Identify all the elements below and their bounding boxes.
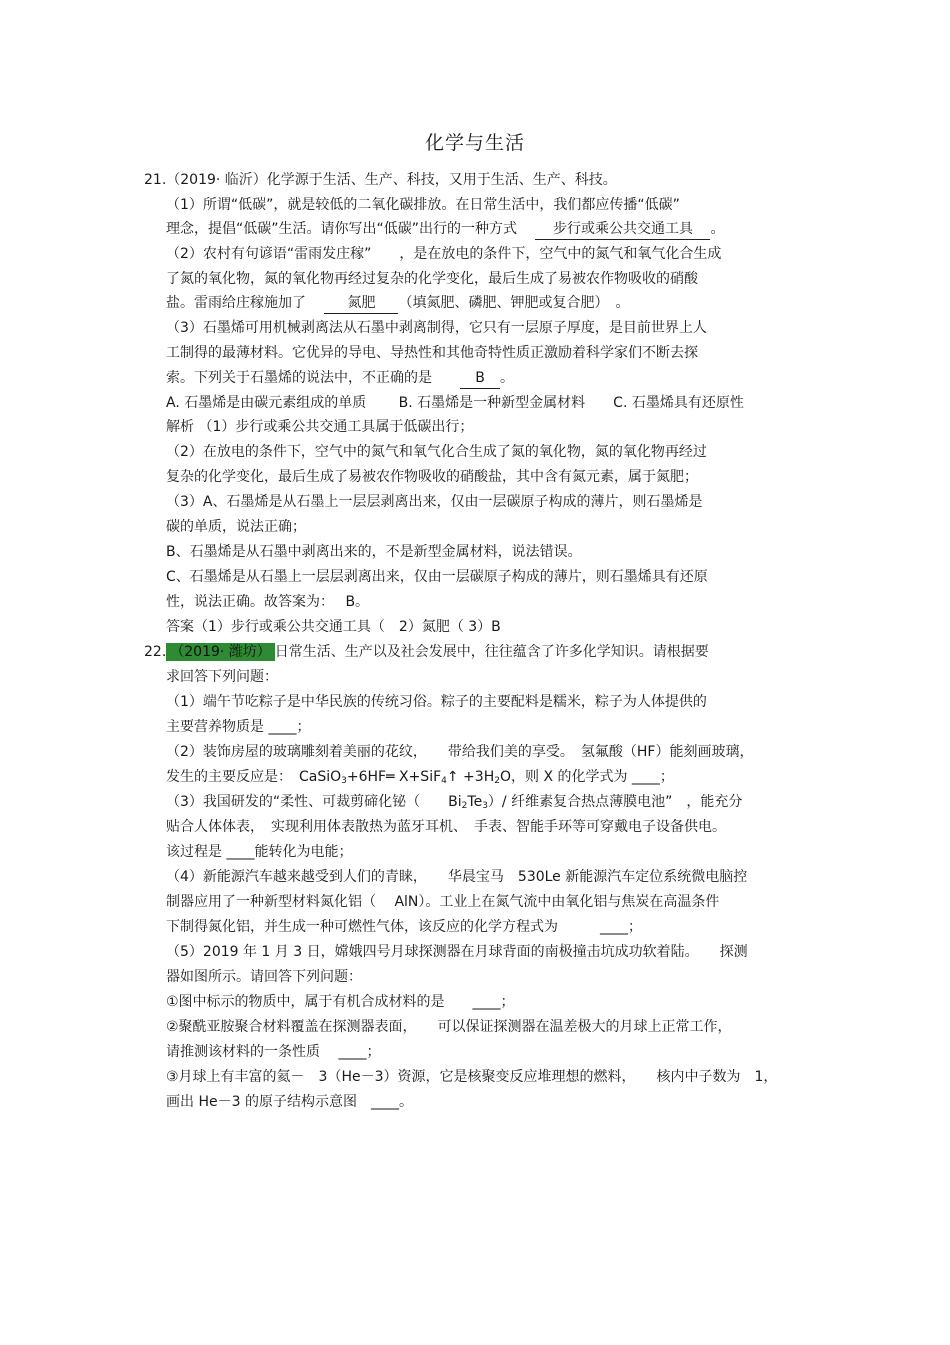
q21-analysis-4: （3）A、石墨烯是从石墨上一层层剥离出来，仅由一层碳原子构成的薄片，则石墨烯是 xyxy=(166,494,703,510)
q21-p2-answer: 氮肥 xyxy=(324,293,398,314)
q22-s5-line4: ②聚酰亚胺聚合材料覆盖在探测器表面， 可以保证探测器在温差极大的月球上正常工作， xyxy=(166,1019,732,1035)
q22-eq-part2: +6HF═ X+SiF xyxy=(346,769,442,785)
q22-s5-line5: 请推测该材料的一条性质 ____； xyxy=(166,1044,381,1060)
q22-s2-line1: （2）装饰房屋的玻璃雕刻着美丽的花纹， 带给我们美的享受。 氢氟酸（HF）能刻画玻璃， xyxy=(166,744,754,760)
q22-s3-line2: 贴合人体体表， 实现利用体表散热为蓝牙耳机、 手表、智能手环等可穿戴电子设备供电。 xyxy=(166,819,726,835)
q21-answer: 答案（1）步行或乘公共交通工具（ 2）氮肥（ 3）B xyxy=(166,619,501,635)
q21-analysis-6: B、石墨烯是从石墨中剥离出来的，不是新型金属材料，说法错误。 xyxy=(166,544,582,560)
q22-s5-line3: ①图中标示的物质中，属于有机合成材料的是 ____； xyxy=(166,994,515,1010)
q22-s5-line7: 画出 He－3 的原子结构示意图 ____。 xyxy=(166,1094,413,1110)
q22-s1-line1: （1）端午节吃粽子是中华民族的传统习俗。粽子的主要配料是糯米，粽子为人体提供的 xyxy=(166,694,707,710)
q21-p3-line1: （3）石墨烯可用机械剥离法从石墨中剥离制得，它只有一层原子厚度，是目前世界上人 xyxy=(166,320,707,336)
q21-p3-line3 xyxy=(166,368,514,389)
q21-analysis-8: 性，说法正确。故答案为： B。 xyxy=(166,594,370,610)
q21-analysis-1: 解析 （1）步行或乘公共交通工具属于低碳出行； xyxy=(166,419,474,435)
q22-s3-line1 xyxy=(166,792,742,816)
q21-p1-text: 理念，提倡“低碳”生活。请你写出“低碳”出行的一种方式 xyxy=(166,221,518,237)
q21-p1-line1: （1）所谓“低碳”，就是较低的二氧化碳排放。在日常生活中，我们都应传播“低碳” xyxy=(166,197,680,213)
q21-p2-line2: 了氮的氧化物，氮的氧化物再经过复杂的化学变化，最后生成了易被农作物吸收的硝酸 xyxy=(166,271,698,287)
q22-s5-line2: 器如图所示。请回答下列问题： xyxy=(166,969,362,985)
q21-p2-text: 盐。雷雨给庄稼施加了 xyxy=(166,295,306,311)
q22-s5-line1: （5）2019 年 1 月 3 日，嫦娥四号月球探测器在月球背面的南极撞击坑成功软着陆。 探测 xyxy=(166,944,748,960)
q22-eq-part4: O，则 X 的化学式为 ____； xyxy=(499,769,674,785)
q22-s4-line3: 下制得氮化铝，并生成一种可燃性气体，该反应的化学方程式为 ____； xyxy=(166,919,642,935)
q22-s3-part1: （3）我国研发的“柔性、可裁剪碲化铋（ Bi xyxy=(166,794,462,810)
q21-p3-end: 。 xyxy=(500,370,514,386)
q22-header xyxy=(144,642,709,662)
q21-p3-answer: B xyxy=(460,368,500,389)
q21-p1-line2 xyxy=(166,219,724,240)
q22-s3-part3: ）/ 纤维素复合热点薄膜电池” ，能充分 xyxy=(487,794,743,810)
q22-header-text: 日常生活、生产以及社会发展中，往往蕴含了许多化学知识。请根据要 xyxy=(274,644,709,660)
q22-line2: 求回答下列问题： xyxy=(166,669,278,685)
q21-analysis-5: 碳的单质，说法正确； xyxy=(166,519,306,535)
q22-number: 22. xyxy=(144,644,167,660)
q22-s5-line6: ③月球上有丰富的氦－ 3（He－3）资源，它是核聚变反应堆理想的燃料， 核内中子数为 1， xyxy=(166,1069,778,1085)
q21-p3-line2: 工制得的最薄材料。它优异的导电、导热性和其他奇特性质正激励着科学家们不断去探 xyxy=(166,345,698,361)
q22-s1-line2: 主要营养物质是 ____； xyxy=(166,719,311,735)
page-title: 化学与生活 xyxy=(424,132,525,154)
q21-analysis-3: 复杂的化学变化，最后生成了易被农作物吸收的硝酸盐，其中含有氮元素，属于氮肥； xyxy=(166,469,698,485)
q22-s4-line2: 制器应用了一种新型材料氮化铝（ AlN）。工业上在氮气流中由氧化铝与焦炭在高温条件 xyxy=(166,894,720,910)
q22-eq-sub2: 4 xyxy=(441,776,447,786)
q21-p1-answer: 步行或乘公共交通工具 xyxy=(535,219,710,240)
q22-eq-part1: 发生的主要反应是： CaSiO xyxy=(166,769,342,785)
q21-p2-hint: （填氮肥、磷肥、钾肥或复合肥） 。 xyxy=(398,295,630,311)
q22-source-highlight: （2019· 潍坊） xyxy=(166,643,275,661)
q22-eq-part3: ↑ +3H xyxy=(446,769,495,785)
q22-eq-sub1: 3 xyxy=(341,776,347,786)
q21-options: A. 石墨烯是由碳元素组成的单质 B. 石墨烯是一种新型金属材料 C. 石墨烯具有还原性 xyxy=(166,395,744,411)
q22-eq-sub3: 2 xyxy=(494,776,500,786)
q21-analysis-7: C、石墨烯是从石墨上一层层剥离出来，仅由一层碳原子构成的薄片，则石墨烯具有还原 xyxy=(166,569,708,585)
q22-s3-line3: 该过程是 ____能转化为电能； xyxy=(166,844,353,860)
q22-s3-sub2: 3 xyxy=(482,801,488,811)
q21-p2-line3 xyxy=(166,293,629,314)
q22-s2-line2 xyxy=(166,767,674,791)
q22-s3-part2: Te xyxy=(467,794,483,810)
q22-s3-sub1: 2 xyxy=(461,801,468,811)
q22-s4-line1: （4）新能源汽车越来越受到人们的青睐， 华晨宝马 530Le 新能源汽车定位系统微电脑控 xyxy=(166,869,748,885)
q21-p1-end: 。 xyxy=(710,221,725,237)
q21-p3-text: 索。下列关于石墨烯的说法中，不正确的是 xyxy=(166,370,432,386)
q21-p2-line1: （2）农村有句谚语“雷雨发庄稼” ，是在放电的条件下，空气中的氮气和氧气化合生成 xyxy=(166,246,722,262)
q21-analysis-2: （2）在放电的条件下，空气中的氮气和氧气化合生成了氮的氧化物，氮的氧化物再经过 xyxy=(166,444,707,460)
q21-header: 21.（2019· 临沂）化学源于生活、生产、科技，又用于生活、生产、科技。 xyxy=(144,172,617,188)
